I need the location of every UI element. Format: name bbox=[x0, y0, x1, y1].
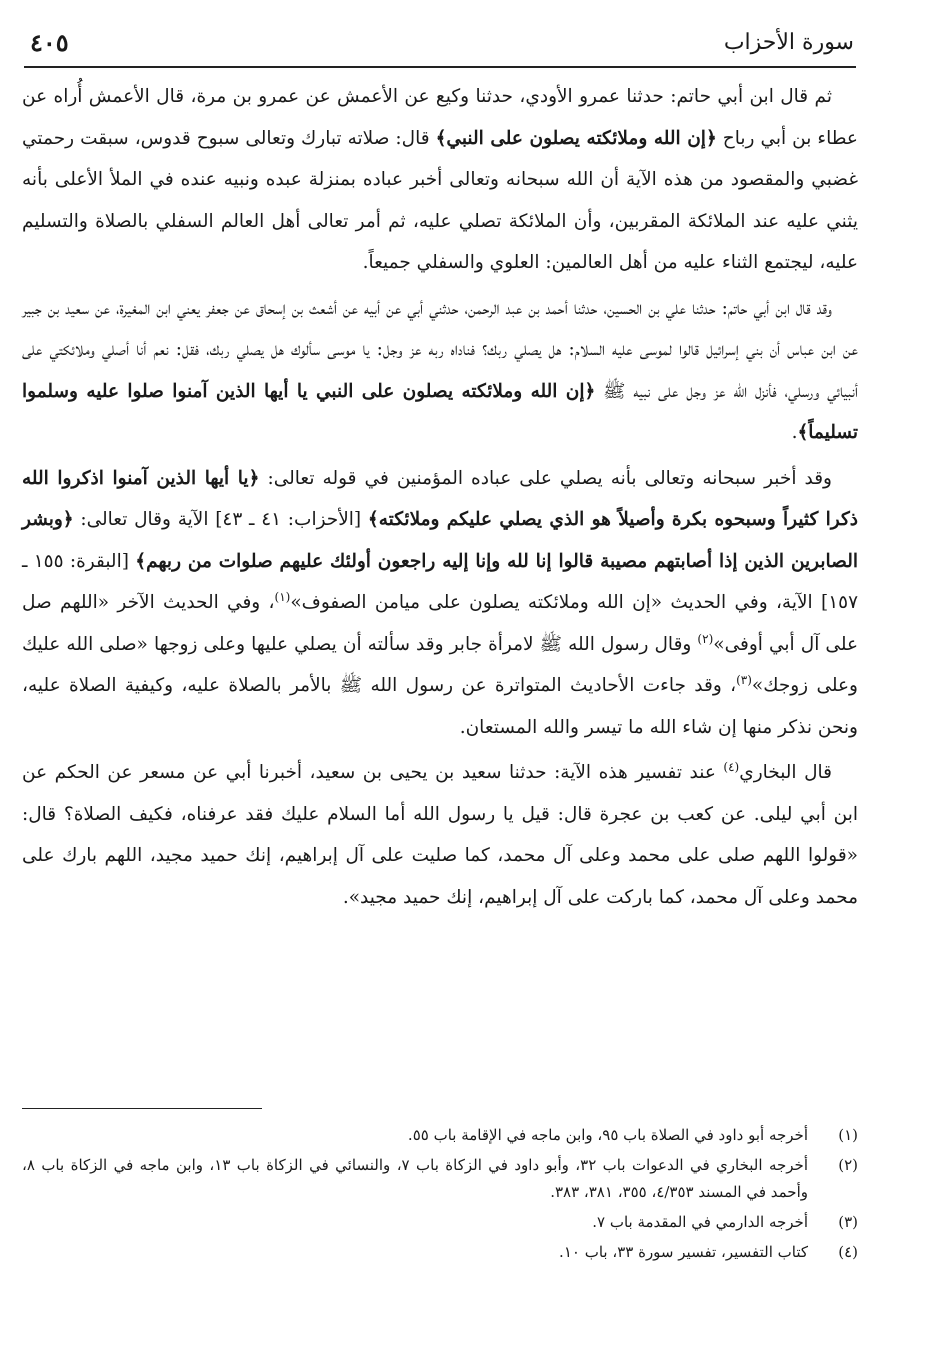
footnotes bbox=[22, 1122, 858, 1269]
paragraph-text: . bbox=[791, 422, 798, 443]
page-header bbox=[24, 22, 856, 68]
paragraph-text: وقال رسول الله ﷺ لامرأة جابر وقد سألته أن يصلي عليها وعلى زوجها «صلى الله عليك وعلى زوجك» bbox=[22, 633, 858, 696]
paragraph-text: ، وفي الحديث الآخر «اللهم صل على آل أبي أوفى» bbox=[22, 592, 858, 655]
footnote-number: (٢) bbox=[838, 1156, 858, 1174]
paragraph-text: عند تفسير هذه الآية: حدثنا سعيد بن يحيى بن سعيد، أخبرنا أبي عن مسعر عن الحكم عن ابن أبي ليلى. عن كعب بن عجرة قال: قيل يا رسول الله أما السلام عليك فقد عرفناه، فكيف الصلاة؟ قال: «قولوا اللهم صلى على محمد وعلى آل محمد، كما صليت على آل إبراهيم، إنك حميد مجيد، اللهم بارك على محمد وعلى آل محمد، كما باركت على آل إبراهيم، إنك حميد مجيد». bbox=[22, 762, 858, 908]
footnote bbox=[22, 1209, 858, 1236]
paragraph-text: [الأحزاب: ٤١ ـ ٤٣] الآية وقال تعالى: bbox=[73, 509, 368, 530]
page-number: ٤٠٥ bbox=[30, 28, 69, 57]
paragraph bbox=[22, 76, 858, 284]
quran-verse: ﴿وبشر الصابرين الذين إذا أصابتهم مصيبة قالوا إنا لله وإنا إليه راجعون أولئك عليهم صلوات من ربهم﴾ bbox=[22, 509, 858, 572]
footnote-text: أخرجه البخاري في الدعوات باب ٣٢، وأبو داود في الزكاة باب ٧، والنسائي في الزكاة باب ١٣، وابن ماجه في الزكاة باب ٨، وأحمد في المسند ٤/٣٥٣، ٣٥٥، ٣٨١، ٣٨٣. bbox=[22, 1156, 808, 1201]
footnote bbox=[22, 1122, 858, 1149]
footnote-reference: (١) bbox=[274, 589, 291, 604]
quran-verse: ﴿إن الله وملائكته يصلون على النبي يا أيها الذين آمنوا صلوا عليه وسلموا تسليماً﴾ bbox=[22, 380, 858, 443]
paragraph-text: قال البخاري bbox=[739, 762, 832, 783]
footnote-text: أخرجه أبو داود في الصلاة باب ٩٥، وابن ماجه في الإقامة باب ٥٥. bbox=[407, 1126, 808, 1144]
quran-verse: ﴿يا أيها الذين آمنوا اذكروا الله ذكرا كثيراً وسبحوه بكرة وأصيلاً هو الذي يصلي عليكم وملائكته﴾ bbox=[22, 467, 858, 530]
quran-verse: ﴿إن الله وملائكته يصلون على النبي﴾ bbox=[435, 127, 717, 149]
paragraph-text: وقد قال ابن أبي حاتم: حدثنا علي بن الحسين، حدثنا أحمد بن عبد الرحمن، حدثني أبي عن أبيه عن أشعث بن إسحاق عن جعفر يعني ابن المغيرة، عن سعيد بن جبير عن ابن عباس أن بني إسرائيل قالوا لموسى عليه السلام: هل يصلي ربك؟ فناداه ربه عز وجل: يا موسى سألوك هل يصلي ربك، فقل: نعم أنا أصلي وملائكتي على أنبيائي ورسلي، فأنزل الله عز وجل على نبيه ﷺ bbox=[22, 297, 858, 402]
surah-title: سورة الأحزاب bbox=[723, 30, 854, 55]
paragraph bbox=[22, 752, 858, 918]
footnote-reference: (٤) bbox=[723, 759, 740, 774]
footnote bbox=[22, 1152, 858, 1206]
footnote-number: (٤) bbox=[838, 1243, 858, 1261]
footnote-number: (١) bbox=[838, 1126, 858, 1144]
paragraph bbox=[22, 458, 858, 749]
footnote-number: (٣) bbox=[838, 1213, 858, 1231]
footnote-reference: (٢) bbox=[697, 631, 714, 646]
paragraph-text: وقد أخبر سبحانه وتعالى بأنه يصلي على عباده المؤمنين في قوله تعالى: bbox=[259, 467, 832, 489]
footnote bbox=[22, 1239, 858, 1266]
paragraph-text: قال: صلاته تبارك وتعالى سبوح قدوس، سبقت رحمتي غضبي والمقصود من هذه الآية أن الله سبحانه وتعالى أخبر عباده بمنزلة عبده ونبيه عنده في الملأ الأعلى بأنه يثني عليه عند الملائكة المقربين، وأن الملائكة تصلي عليه، ثم أمر تعالى أهل العالم السفلي بالصلاة والتسليم عليه، ليجتمع الثناء عليه من أهل العالمين: العلوي والسفلي جميعاً. bbox=[22, 127, 858, 273]
paragraph-text: [البقرة: ١٥٥ ـ ١٥٧] الآية، وفي الحديث «إن الله وملائكته يصلون على ميامن الصفوف» bbox=[22, 550, 859, 613]
paragraph-text: ثم قال ابن أبي حاتم: حدثنا عمرو الأودي، حدثنا وكيع عن الأعمش عن عمرو بن مرة، قال الأعمش أُراه عن عطاء بن أبي رباح bbox=[22, 86, 858, 149]
body-text bbox=[22, 76, 858, 922]
paragraph-text: ، وقد جاءت الأحاديث المتواترة عن رسول الله ﷺ بالأمر بالصلاة عليه، وكيفية الصلاة عليه، ونحن نذكر منها إن شاء الله ما تيسر والله المستعان. bbox=[22, 675, 858, 738]
footnote-divider bbox=[22, 1108, 262, 1109]
footnote-text: أخرجه الدارمي في المقدمة باب ٧. bbox=[592, 1213, 808, 1231]
paragraph bbox=[22, 288, 858, 454]
footnote-text: كتاب التفسير، تفسير سورة ٣٣، باب ١٠. bbox=[559, 1243, 808, 1261]
footnote-reference: (٣) bbox=[736, 672, 752, 687]
